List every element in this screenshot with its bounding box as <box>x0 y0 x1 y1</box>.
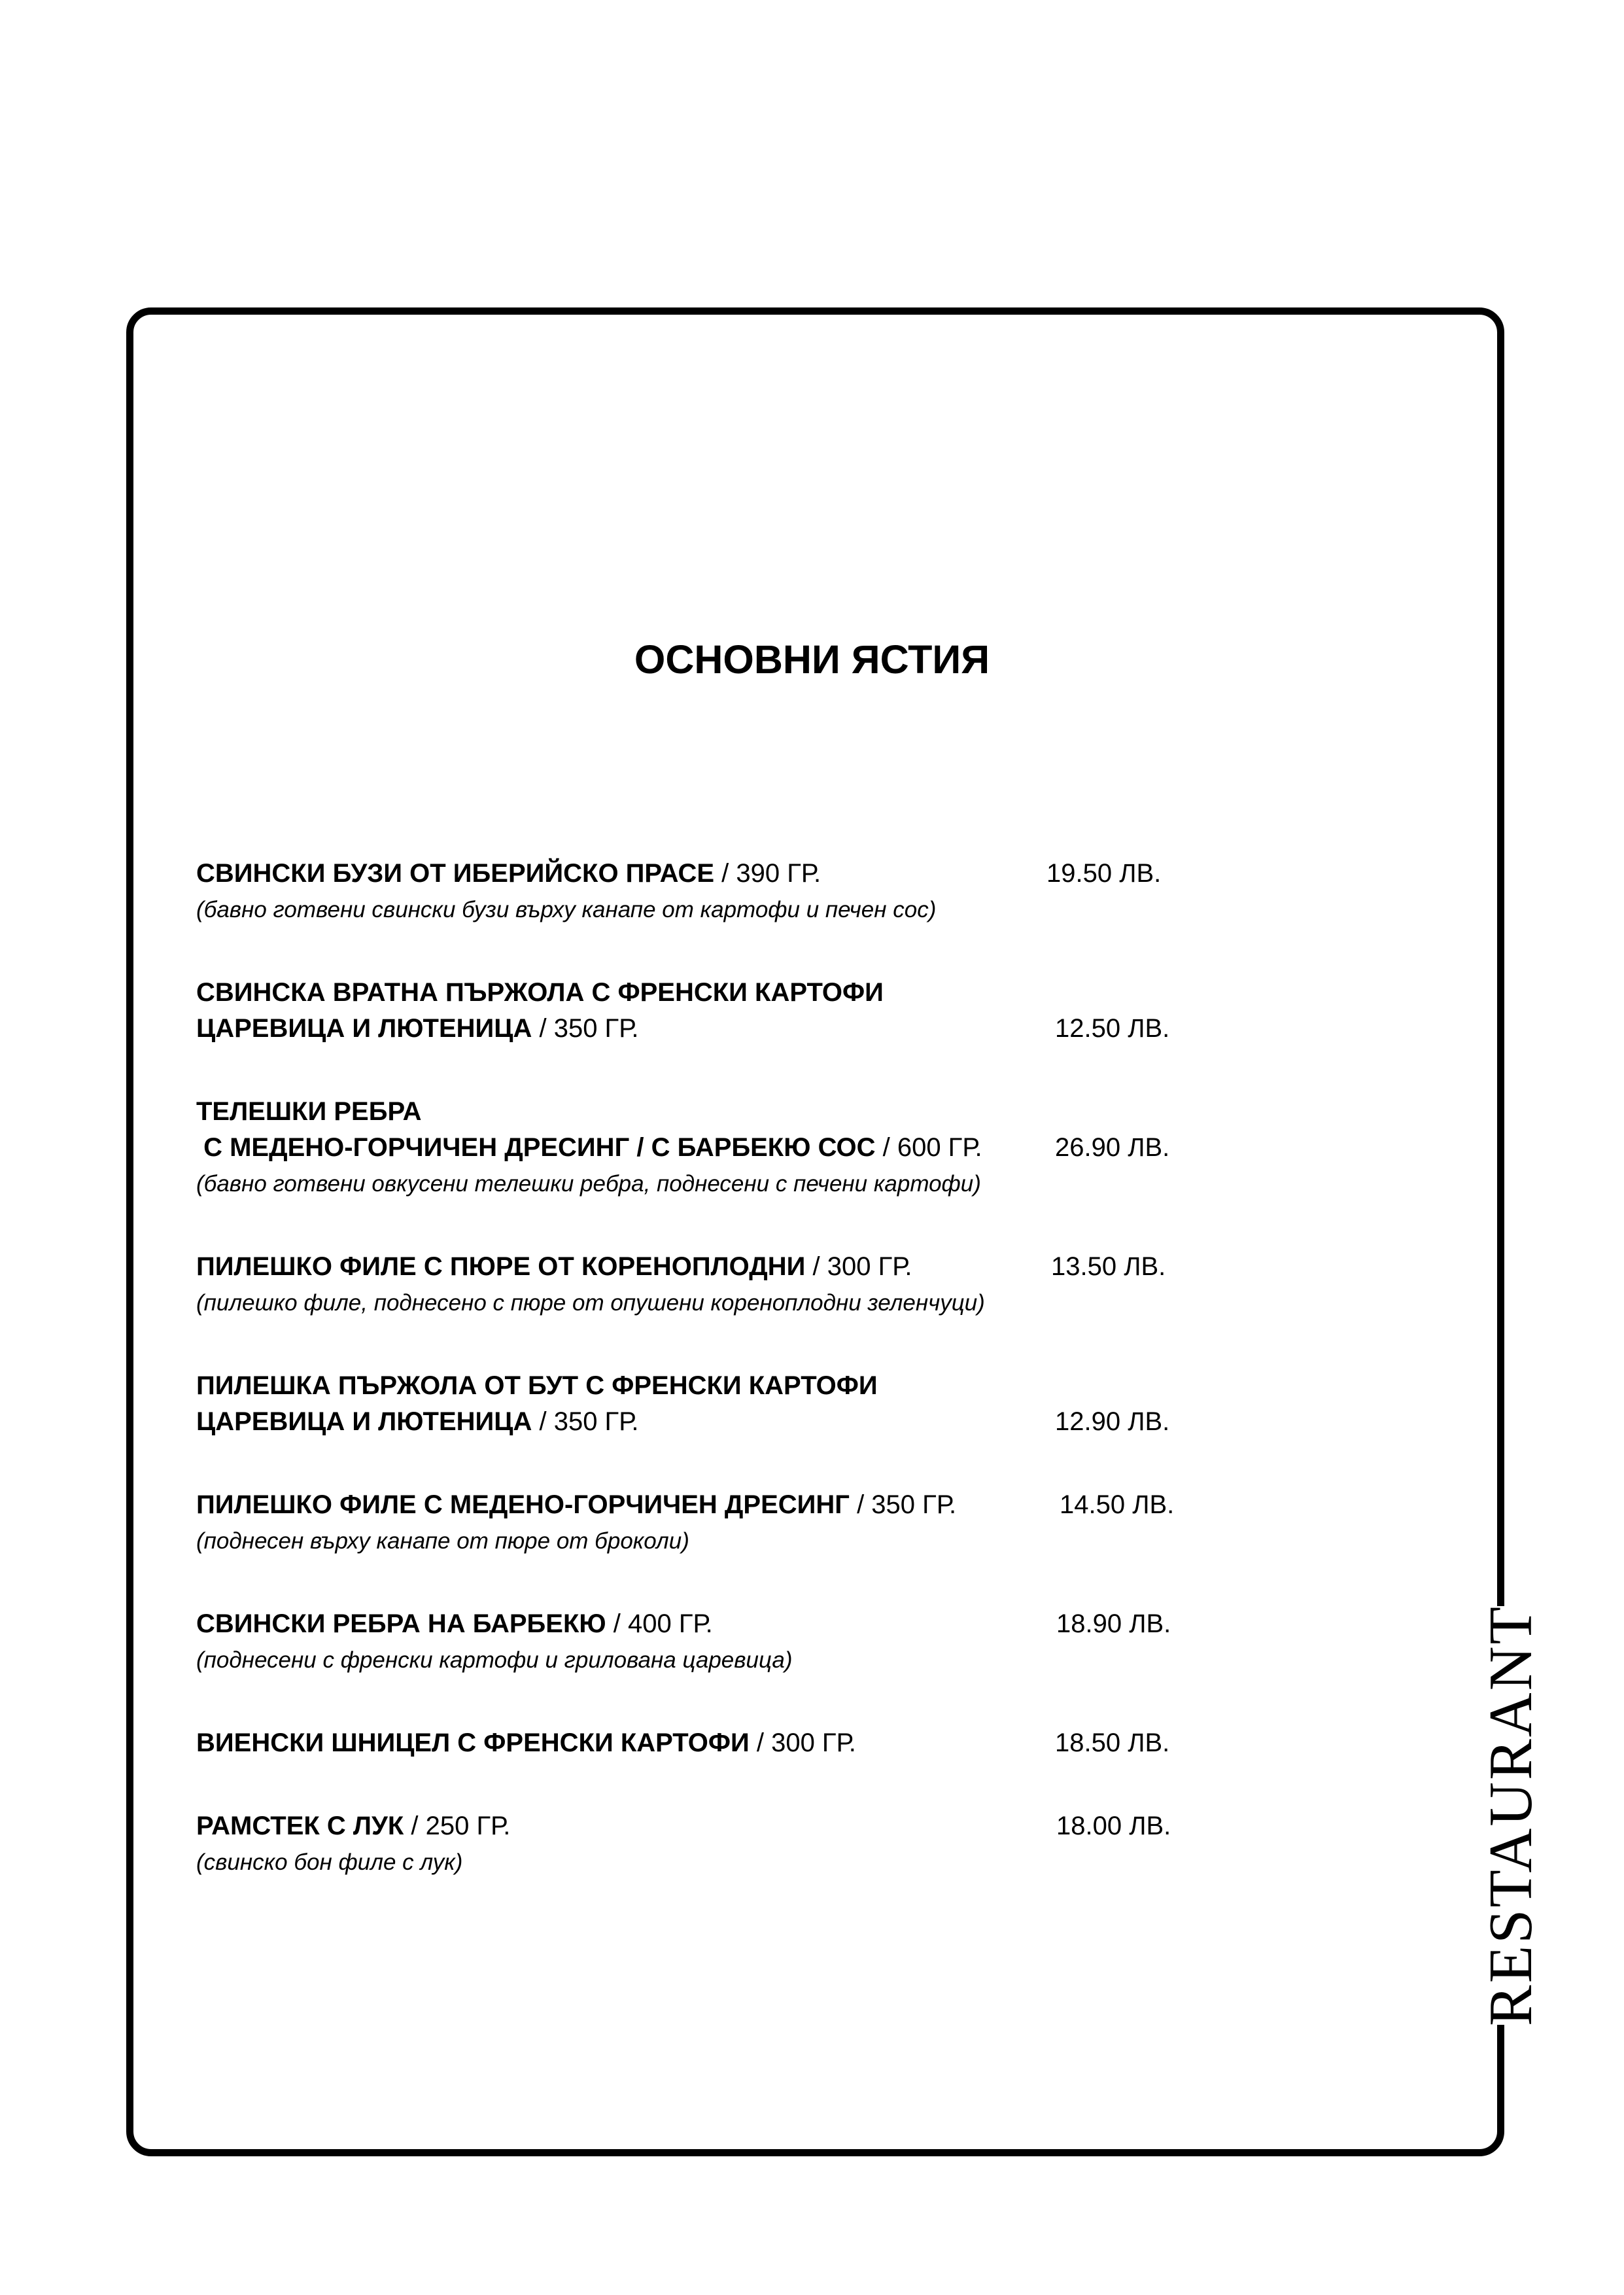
menu-item-line <box>196 1487 1308 1523</box>
dish-weight: / 350 ГР. <box>532 1407 639 1436</box>
dish-weight: / 600 ГР. <box>875 1133 982 1162</box>
dish-description: (поднесени с френски картофи и грилована царевица) <box>196 1647 793 1673</box>
dish-name: ПИЛЕШКО ФИЛЕ С МЕДЕНО-ГОРЧИЧЕН ДРЕСИНГ <box>196 1490 850 1519</box>
dish-price: 13.50 ЛВ. <box>1051 1252 1166 1281</box>
menu-item <box>196 1606 1308 1678</box>
dish-name: РАМСТЕК С ЛУК <box>196 1812 404 1840</box>
dish-name: С МЕДЕНО-ГОРЧИЧЕН ДРЕСИНГ / С БАРБЕКЮ СОС <box>196 1133 876 1162</box>
dish-price: 12.50 ЛВ. <box>1055 1014 1170 1043</box>
dish-weight: / 250 ГР. <box>404 1812 511 1840</box>
dish-price: 18.00 ЛВ. <box>1056 1812 1171 1840</box>
menu-item-line <box>196 1368 1308 1404</box>
menu-item <box>196 1249 1308 1321</box>
dish-price: 14.50 ЛВ. <box>1060 1490 1175 1519</box>
dish-price: 26.90 ЛВ. <box>1055 1133 1170 1162</box>
dish-weight: / 350 ГР. <box>532 1014 639 1043</box>
dish-weight: / 300 ГР. <box>805 1252 912 1281</box>
menu-item <box>196 856 1308 928</box>
menu-list <box>196 856 1308 1927</box>
dish-name: ВИЕНСКИ ШНИЦЕЛ С ФРЕНСКИ КАРТОФИ <box>196 1728 750 1757</box>
dish-description: (поднесен върху канапе от пюре от броколи) <box>196 1528 689 1554</box>
menu-item <box>196 1368 1308 1440</box>
menu-item-line <box>196 1011 1308 1047</box>
dish-description: (бавно готвени овкусени телешки ребра, поднесени с печени картофи) <box>196 1171 981 1197</box>
menu-item <box>196 1725 1308 1761</box>
menu-item-line <box>196 856 1308 892</box>
dish-price: 18.50 ЛВ. <box>1055 1728 1170 1757</box>
menu-item-line <box>196 1808 1308 1844</box>
dish-name: ЦАРЕВИЦА И ЛЮТЕНИЦА <box>196 1014 532 1043</box>
dish-description: (свинско бон филе с лук) <box>196 1849 463 1875</box>
menu-item-line <box>196 1249 1308 1285</box>
dish-description: (бавно готвени свински бузи върху канапе от картофи и печен сос) <box>196 897 937 922</box>
dish-name: СВИНСКИ БУЗИ ОТ ИБЕРИЙСКО ПРАСЕ <box>196 859 715 888</box>
dish-name: ТЕЛЕШКИ РЕБРА <box>196 1097 422 1126</box>
dish-name: СВИНСКА ВРАТНА ПЪРЖОЛА С ФРЕНСКИ КАРТОФИ <box>196 978 884 1007</box>
menu-item <box>196 1808 1308 1880</box>
dish-weight: / 390 ГР. <box>714 859 821 888</box>
restaurant-side-label: RESTAURANT <box>1477 1605 1545 2026</box>
dish-name: СВИНСКИ РЕБРА НА БАРБЕКЮ <box>196 1609 606 1638</box>
page-title: ОСНОВНИ ЯСТИЯ <box>634 637 990 682</box>
menu-item <box>196 1487 1308 1559</box>
dish-name: ЦАРЕВИЦА И ЛЮТЕНИЦА <box>196 1407 532 1436</box>
dish-price: 12.90 ЛВ. <box>1055 1407 1170 1436</box>
menu-item-line <box>196 975 1308 1011</box>
menu-item <box>196 975 1308 1047</box>
menu-item-line <box>196 1606 1308 1642</box>
menu-item-line <box>196 1404 1308 1440</box>
dish-description: (пилешко филе, поднесено с пюре от опушени кореноплодни зеленчуци) <box>196 1290 985 1316</box>
dish-weight: / 300 ГР. <box>749 1728 856 1757</box>
dish-weight: / 400 ГР. <box>606 1609 713 1638</box>
menu-item-line <box>196 1725 1308 1761</box>
dish-name: ПИЛЕШКА ПЪРЖОЛА ОТ БУТ С ФРЕНСКИ КАРТОФИ <box>196 1371 878 1400</box>
dish-price: 18.90 ЛВ. <box>1056 1609 1171 1638</box>
menu-item <box>196 1094 1308 1202</box>
menu-item-line <box>196 1094 1308 1130</box>
dish-weight: / 350 ГР. <box>849 1490 957 1519</box>
dish-name: ПИЛЕШКО ФИЛЕ С ПЮРЕ ОТ КОРЕНОПЛОДНИ <box>196 1252 806 1281</box>
menu-item-line <box>196 1130 1308 1166</box>
dish-price: 19.50 ЛВ. <box>1046 859 1162 888</box>
